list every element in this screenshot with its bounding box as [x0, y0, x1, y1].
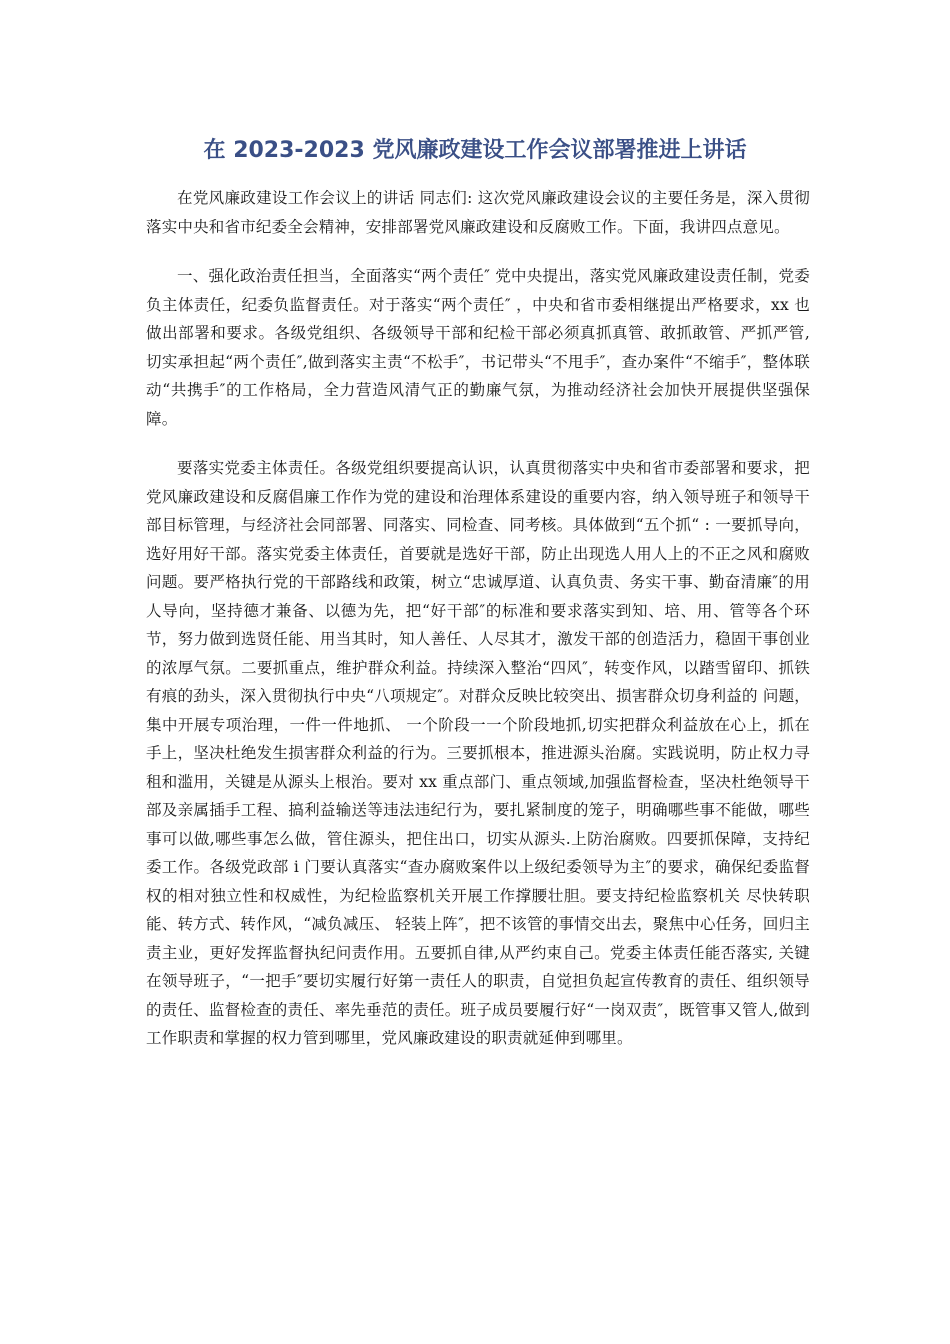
document-body: [146, 184, 810, 1074]
paragraph-section-one: 一、强化政治责任担当，全面落实“两个责任″ 党中央提出，落实党风廉政建设责任制，党委负主体责任，纪委负监督责任。对于落实“两个责任″ ，中央和省市委相继提出严格要求，xx 也做出部署和要求。各级党组织、各级领导干部和纪检干部必须真抓真管、敢抓敢管、严抓严管,切实承担起“两个责任″,做到落实主责“不松手″，书记带头“不甩手″，查办案件“不缩手″，整体联动“共携手″的工作格局，全力营造风清气正的勤廉气氛，为推动经济社会加快开展提供坚强保障。: [146, 267, 810, 428]
paragraph-intro: 在党风廉政建设工作会议上的讲话 同志们: 这次党风廉政建设会议的主要任务是，深入贯彻落实中央和省市纪委全会精神，安排部署党风廉政建设和反腐败工作。下面，我讲四点意见。: [146, 189, 810, 236]
paragraph-party-committee-responsibility: 要落实党委主体责任。各级党组织要提高认识，认真贯彻落实中央和省市委部署和要求，把党风廉政建设和反腐倡廉工作作为党的建设和治理体系建设的重要内容，纳入领导班子和领导干部目标管理，与经济社会同部署、同落实、同检查、同考核。具体做到“五个抓“ : 一要抓导向，选好用好干部。落实党委主体责任，首要就是选好干部，防止出现选人用人上的不正之风和腐败问题。要严格执行党的干部路线和政策，树立“忠诚厚道、认真负责、务实干事、勤奋清廉″的用人导向，坚持德才兼备、以德为先，把“好干部″的标准和要求落实到知、培、用、管等各个环节，努力做到选贤任能、用当其时，知人善任、人尽其才，激发干部的创造活力，稳固干事创业的浓厚气氛。二要抓重点，维护群众利益。持续深入整治“四风″，转变作风，以踏雪留印、抓铁有痕的劲头，深入贯彻执行中央“八项规定″。对群众反映比较突出、损害群众切身利益的 问题，集中开展专项治理，一件一件地抓、 一个阶段一一个阶段地抓,切实把群众利益放在心上，抓在手上，坚决杜绝发生损害群众利益的行为。三要抓根本，推进源头治腐。实践说明，防止权力寻租和滥用，关键是从源头上根治。要对 xx 重点部门、重点领域,加强监督检查，坚决杜绝领导干部及亲属插手工程、搞利益输送等违法违纪行为，要扎紧制度的笼子，明确哪些事不能做，哪些事可以做,哪些事怎么做，管住源头，把住出口，切实从源头.上防治腐败。四要抓保障，支持纪委工作。各级党政部 i 门要认真落实“查办腐败案件以上级纪委领导为主″的要求，确保纪委监督权的相对独立性和权威性，为纪检监察机关开展工作撑腰壮胆。要支持纪检监察机关 尽快转职能、转方式、转作风，“减负减压、 轻装上阵″，把不该管的事情交出去，聚焦中心任务，回归主责主业，更好发挥监督执纪问责作用。五要抓自律,从严约束自己。党委主体责任能否落实, 关键在领导班子，“一把手″要切实履行好第一责任人的职责，自觉担负起宣传教育的责任、组织领导的责任、监督检查的责任、率先垂范的责任。班子成员要履行好“一岗双责″，既管事又管人,做到工作职责和掌握的权力管到哪里，党风廉政建设的职责就延伸到哪里。: [146, 459, 810, 1047]
document-title: 在 2023-2023 党风廉政建设工作会议部署推进上讲话: [203, 138, 747, 163]
